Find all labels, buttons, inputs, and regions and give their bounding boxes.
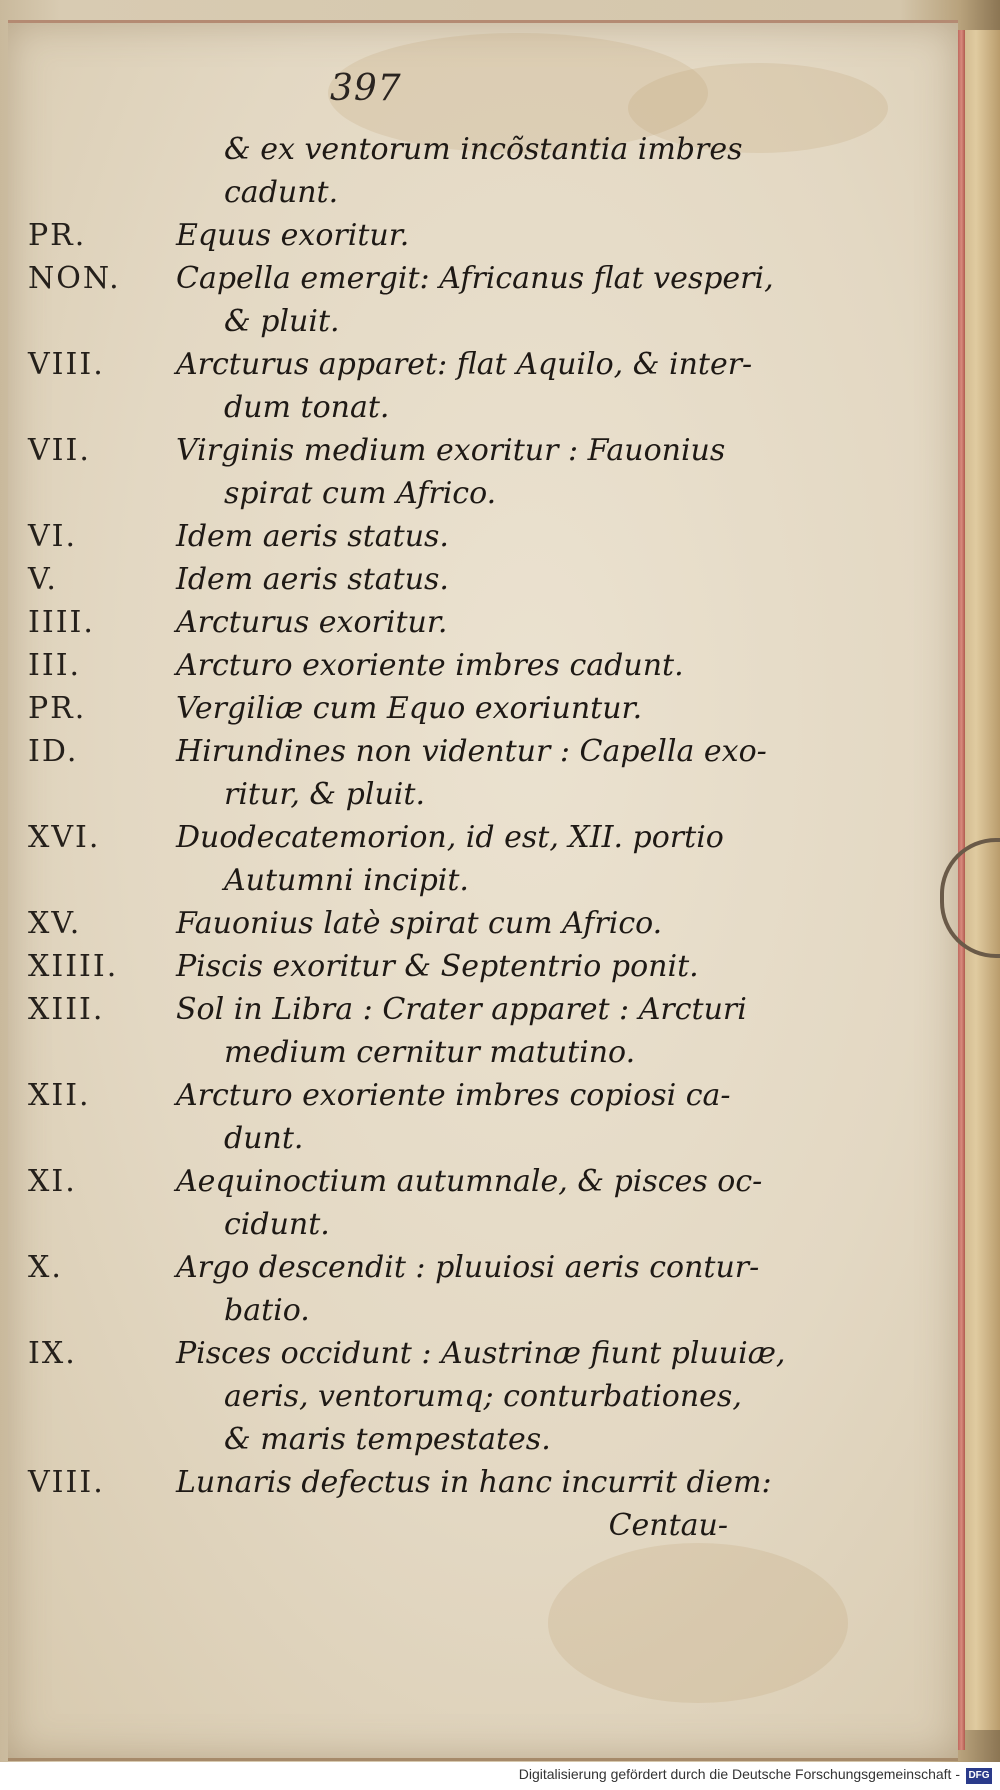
calendar-date: NON. [28, 261, 121, 296]
calendar-row [28, 171, 728, 214]
calendar-entry-continuation: & ex ventorum incõstantia imbres [224, 132, 743, 167]
calendar-row [28, 429, 728, 472]
calendar-row [28, 257, 774, 300]
calendar-entry-continuation: medium cernitur matutino. [224, 1035, 636, 1070]
calendar-entry: Vergiliæ cum Equo exoriuntur. [176, 691, 643, 726]
calendar-row [28, 214, 728, 257]
footer-bar [0, 1762, 1000, 1790]
calendar-date: XIII. [28, 992, 105, 1027]
calendar-entry-continuation: cidunt. [224, 1207, 330, 1242]
calendar-row [28, 1461, 772, 1504]
calendar-row [28, 644, 728, 687]
calendar-entry: Hirundines non videntur : Capella exo- [176, 734, 767, 769]
calendar-date: PR. [28, 218, 87, 253]
calendar-row [28, 988, 747, 1031]
calendar-row [28, 128, 743, 171]
calendar-row [28, 1332, 786, 1375]
calendar-row [28, 558, 728, 601]
calendar-row [28, 1289, 728, 1332]
calendar-entry: Piscis exoritur & Septentrio ponit. [176, 949, 699, 984]
calendar-row [28, 730, 767, 773]
calendar-row [28, 945, 728, 988]
calendar-entry: Pisces occidunt : Austrinæ fiunt pluuiæ, [176, 1336, 786, 1371]
calendar-row [28, 1117, 728, 1160]
calendar-date: XII. [28, 1078, 91, 1113]
calendar-row [28, 859, 728, 902]
calendar-row [28, 1418, 728, 1461]
calendar-entry: Aequinoctium autumnale, & pisces oc- [176, 1164, 763, 1199]
calendar-date: X. [28, 1250, 63, 1285]
calendar-entry: Arcturo exoriente imbres copiosi ca- [176, 1078, 731, 1113]
calendar-entry-continuation: & maris tempestates. [224, 1422, 551, 1457]
calendar-entry-continuation: cadunt. [224, 175, 339, 210]
calendar-entry: Lunaris defectus in hanc incurrit diem: [176, 1465, 772, 1500]
calendar-date: VIII. [28, 347, 105, 382]
calendar-entry: Arcturus apparet: flat Aquilo, & inter- [176, 347, 753, 382]
page-number: 397 [330, 68, 402, 109]
calendar-row [28, 816, 728, 859]
calendar-entry: Sol in Libra : Crater apparet : Arcturi [176, 992, 747, 1027]
calendar-entry-continuation: ritur, & pluit. [224, 777, 425, 812]
calendar-row [28, 386, 728, 429]
calendar-entry: Idem aeris status. [176, 562, 449, 597]
calendar-row [28, 601, 728, 644]
calendar-date: V. [28, 562, 58, 597]
calendar-entry-continuation: dunt. [224, 1121, 304, 1156]
calendar-date: ID. [28, 734, 79, 769]
calendar-date: VIII. [28, 1465, 105, 1500]
calendar-entry: Capella emergit: Africanus flat vesperi, [176, 261, 774, 296]
calendar-date: PR. [28, 691, 87, 726]
calendar-date: VI. [28, 519, 78, 554]
calendar-row [28, 1160, 763, 1203]
calendar-date: XV. [28, 906, 82, 941]
calendar-date: IIII. [28, 605, 95, 640]
calendar-date: VII. [28, 433, 91, 468]
calendar-entry-continuation: Autumni incipit. [224, 863, 469, 898]
calendar-entry: Equus exoritur. [176, 218, 410, 253]
calendar-date: XIIII. [28, 949, 119, 984]
page-stain [548, 1543, 848, 1703]
calendar-row [28, 687, 728, 730]
calendar-row [28, 1375, 742, 1418]
calendar-date: III. [28, 648, 82, 683]
calendar-entry: Virginis medium exoritur : Fauonius [176, 433, 726, 468]
calendar-entry-continuation: dum tonat. [224, 390, 390, 425]
calendar-entry: Idem aeris status. [176, 519, 449, 554]
calendar-entry: Fauonius latè spirat cum Africo. [176, 906, 663, 941]
calendar-row [28, 902, 728, 945]
calendar-row [28, 1203, 728, 1246]
calendar-row [28, 773, 728, 816]
calendar-entry-continuation: & pluit. [224, 304, 340, 339]
calendar-row [28, 300, 728, 343]
calendar-row [28, 1031, 728, 1074]
calendar-row [28, 343, 753, 386]
calendar-text [28, 128, 786, 1547]
calendar-entry: Arcturus exoritur. [176, 605, 448, 640]
catchword: Centau- [608, 1508, 728, 1543]
calendar-row [28, 1246, 760, 1289]
calendar-entry: Argo descendit : pluuiosi aeris contur- [176, 1250, 760, 1285]
calendar-entry-continuation: aeris, ventorumq; conturbationes, [224, 1379, 742, 1414]
catchword-row [28, 1504, 728, 1547]
calendar-date: XVI. [28, 820, 101, 855]
calendar-date: XI. [28, 1164, 77, 1199]
calendar-date: IX. [28, 1336, 77, 1371]
calendar-row [28, 472, 728, 515]
calendar-entry: Arcturo exoriente imbres cadunt. [176, 648, 684, 683]
calendar-entry: Duodecatemorion, id est, XII. portio [176, 820, 724, 855]
calendar-entry-continuation: spirat cum Africo. [224, 476, 497, 511]
dfg-logo-icon: DFG [966, 1768, 992, 1784]
calendar-row [28, 1074, 731, 1117]
calendar-entry-continuation: batio. [224, 1293, 310, 1328]
calendar-row [28, 515, 728, 558]
funding-credit: Digitalisierung gefördert durch die Deutsche Forschungsgemeinschaft - [518, 1766, 960, 1782]
